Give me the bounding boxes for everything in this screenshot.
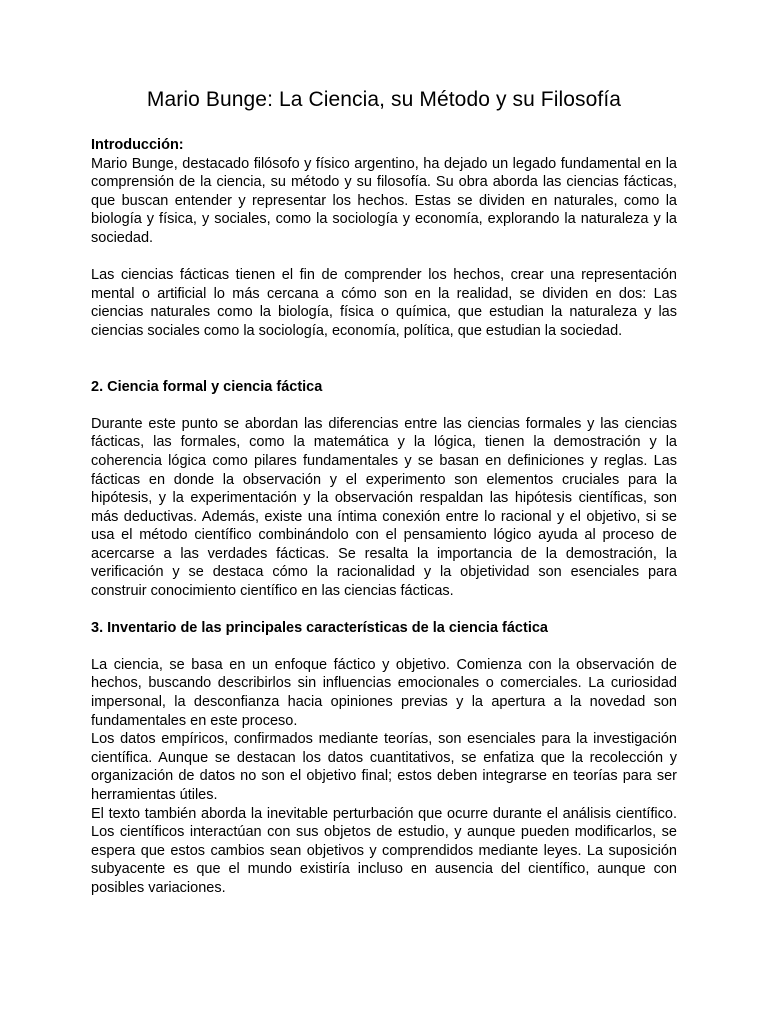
intro-paragraph-2: Las ciencias fácticas tienen el fin de comprender los hechos, crear una representación mental o artificial lo más cercana a cómo son en la realidad, se dividen en dos: Las ciencias naturales como la biología, física o química, que estudian la naturaleza y las ciencias sociales como la sociología, economía, política, que estudian la sociedad. [91, 267, 677, 339]
section3-paragraph-1: La ciencia, se basa en un enfoque fáctico y objetivo. Comienza con la observación de hechos, buscando describirlos sin influencias emocionales o comerciales. La curiosidad impersonal, la desconfianza hacia opiniones previas y la apertura a la novedad son fundamentales en este proceso. [91, 656, 677, 729]
section-spacer [91, 601, 677, 619]
intro-heading: Introducción: [91, 137, 184, 153]
document-title: Mario Bunge: La Ciencia, su Método y su Filosofía [146, 88, 622, 111]
paragraph-spacer [91, 396, 677, 415]
section2-paragraph: Durante este punto se abordan las diferencias entre las ciencias formales y las ciencias fácticas, las formales, como la matemática y la lógica, tienen la demostración y la coherencia lógica como pilares fundamentales y se basan en definiciones y reglas. Las fácticas en donde la observación y el experimento son elementos cruciales para la hipótesis, y la experimentación y la observación respaldan las hipótesis científicas, son más deductivas. Además, existe una íntima conexión entre lo racional y el objetivo, si se usa el método científico combinándolo con el pensamiento lógico ayuda al proceso de acercarse a las verdades fácticas. Se resalta la importancia de la demostración, la verificación y se destaca cómo la racionalidad y la objetividad son esenciales para construir conocimiento científico en las ciencias fácticas. [91, 415, 677, 600]
intro-paragraph: Mario Bunge, destacado filósofo y físico argentino, ha dejado un legado fundamental en la comprensión de la ciencia, su método y su filosofía. Su obra aborda las ciencias fácticas, que buscan entender y representar los hechos. Estas se dividen en naturales, como la biología y física, y sociales, como la sociología y economía, explorando la naturaleza y la sociedad. [91, 155, 677, 246]
section2-heading: 2. Ciencia formal y ciencia fáctica [91, 378, 323, 395]
section3-heading: 3. Inventario de las principales características de la ciencia fáctica [91, 619, 548, 636]
paragraph-spacer [91, 637, 677, 656]
section-spacer [91, 341, 677, 378]
section3-paragraph-2: Los datos empíricos, confirmados mediante teorías, son esenciales para la investigación científica. Aunque se destacan los datos cuantitativos, se enfatiza que la recolección y organización de datos no son el objetivo final; estos deben integrarse en teorías para ser herramientas útiles. [91, 731, 677, 803]
paragraph-spacer [91, 248, 677, 267]
section3-paragraph-3: El texto también aborda la inevitable perturbación que ocurre durante el análisis científico. Los científicos interactúan con sus objetos de estudio, y aunque pueden modificarlos, se espera que estos cambios sean objetivos y comprendidos mediante leyes. La suposición subyacente es que el mundo existiría incluso en ausencia del científico, aunque con posibles variaciones. [91, 805, 677, 896]
